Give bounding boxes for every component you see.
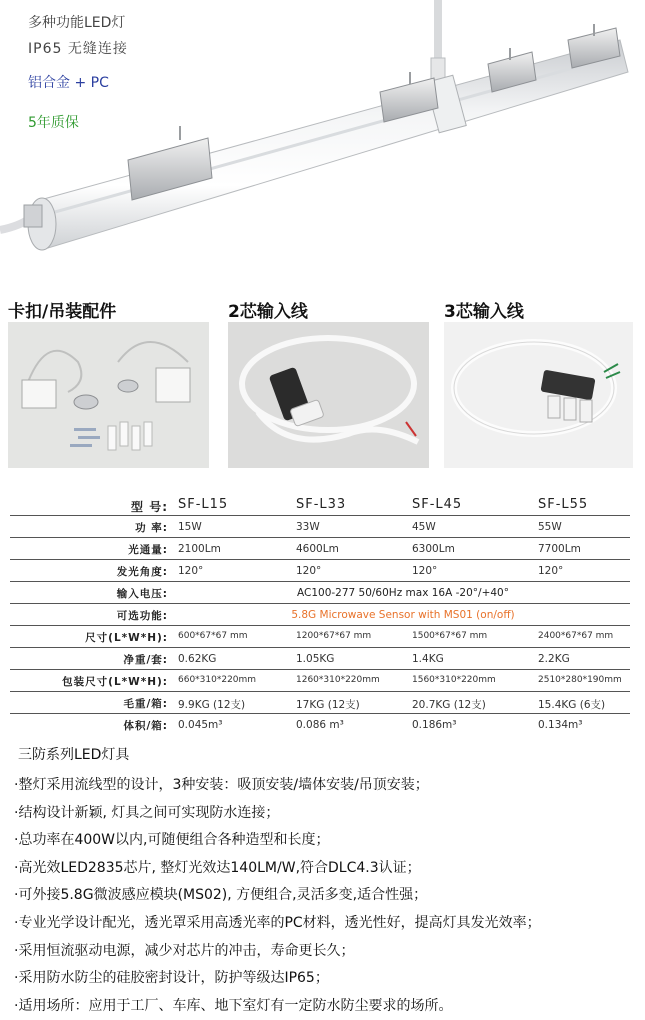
accessory-image-clips xyxy=(8,322,209,468)
spec-label: 光通量: xyxy=(128,544,168,556)
spec-row xyxy=(10,626,630,647)
accessory-image-2core-cable xyxy=(228,322,429,468)
hero-banner xyxy=(0,0,645,285)
spec-cell: 1560*310*220mm xyxy=(412,675,496,685)
spec-cell: 17KG (12支) xyxy=(296,699,360,711)
spec-row xyxy=(10,670,630,691)
accessory-title-clips: 卡扣/吊装配件 xyxy=(8,302,117,322)
spec-model: SF-L45 xyxy=(412,497,463,512)
accessory-title-2core-cable: 2芯输入线 xyxy=(228,302,308,322)
spec-cell: 660*310*220mm xyxy=(178,675,257,685)
spec-cell: 1.05KG xyxy=(296,653,335,665)
spec-cell: 9.9KG (12支) xyxy=(178,699,246,711)
spec-cell: 55W xyxy=(538,521,562,533)
spec-cell: 0.045m³ xyxy=(178,719,223,731)
spec-label: 型 号: xyxy=(131,500,168,514)
feature-item: ·整灯采用流线型的设计，3种安装：吸顶安装/墙体安装/吊顶安装； xyxy=(14,777,429,793)
spec-row xyxy=(10,582,630,603)
feature-item: ·总功率在400W以内,可随便组合各种造型和长度； xyxy=(14,832,330,849)
spec-label: 输入电压: xyxy=(116,588,168,600)
spec-label: 毛重/箱: xyxy=(123,698,168,710)
spec-row xyxy=(10,714,630,735)
spec-cell: 600*67*67 mm xyxy=(178,631,248,641)
spec-cell: 4600Lm xyxy=(296,543,339,555)
spec-row xyxy=(10,604,630,625)
hero-material: 铝合金 + PC xyxy=(28,75,109,91)
spec-cell: 2510*280*190mm xyxy=(538,675,622,685)
spec-cell: 15.4KG (6支) xyxy=(538,699,606,711)
hero-title-line2: IP65 无缝连接 xyxy=(28,41,128,57)
spec-cell: 2.2KG xyxy=(538,653,570,665)
feature-item: ·专业光学设计配光，透光罩采用高透光率的PC材料，透光性好，提高灯具发光效率； xyxy=(14,914,541,931)
spec-cell: 6300Lm xyxy=(412,543,455,555)
spec-cell: 1260*310*220mm xyxy=(296,675,380,685)
feature-item: ·采用恒流驱动电源，减少对芯片的冲击，寿命更长久； xyxy=(14,942,355,959)
spec-cell: 1500*67*67 mm xyxy=(412,631,488,641)
spec-cell: 1.4KG xyxy=(412,653,444,665)
spec-label: 发光角度: xyxy=(116,566,168,578)
spec-cell: 45W xyxy=(412,521,436,533)
spec-cell-span: AC100-277 50/60Hz max 16A -20°/+40° xyxy=(297,587,509,599)
spec-cell-span: 5.8G Microwave Sensor with MS01 (on/off) xyxy=(291,609,515,621)
spec-label: 包装尺寸(L*W*H): xyxy=(62,676,168,688)
accessory-image-3core-cable xyxy=(444,322,633,468)
spec-cell: 33W xyxy=(296,521,320,533)
spec-cell: 120° xyxy=(178,565,204,577)
feature-item: ·适用场所：应用于工厂、车库、地下室灯有一定防水防尘要求的场所。 xyxy=(14,997,453,1014)
spec-row xyxy=(10,538,630,559)
spec-model: SF-L15 xyxy=(178,497,229,512)
spec-cell: 0.134m³ xyxy=(538,719,583,731)
spec-row xyxy=(10,648,630,669)
spec-cell: 0.62KG xyxy=(178,653,217,665)
spec-cell: 0.086 m³ xyxy=(296,719,344,731)
feature-list xyxy=(14,744,634,1020)
spec-cell: 15W xyxy=(178,521,202,533)
spec-row xyxy=(10,516,630,537)
feature-item: ·可外接5.8G微波感应模块(MS02), 方便组合,灵活多变,适合性强； xyxy=(14,887,428,904)
spec-label: 功 率: xyxy=(135,522,168,534)
spec-row xyxy=(10,560,630,581)
spec-label: 体积/箱: xyxy=(123,720,168,732)
spec-cell: 2400*67*67 mm xyxy=(538,631,614,641)
hero-warranty: 5年质保 xyxy=(28,115,79,131)
feature-item: ·高光效LED2835芯片, 整灯光效达140LM/W,符合DLC4.3认证； xyxy=(14,859,421,876)
hero-title-line1: 多种功能LED灯 xyxy=(28,15,126,31)
feature-item: ·结构设计新颖, 灯具之间可实现防水连接； xyxy=(14,804,280,821)
spec-label: 净重/套: xyxy=(123,654,168,666)
spec-cell: 120° xyxy=(538,565,564,577)
spec-model: SF-L55 xyxy=(538,497,589,512)
spec-cell: 2100Lm xyxy=(178,543,221,555)
accessory-title-3core-cable: 3芯输入线 xyxy=(444,302,524,322)
spec-cell: 120° xyxy=(296,565,322,577)
feature-list-title: 三防系列LED灯具 xyxy=(18,747,130,763)
spec-row xyxy=(10,692,630,713)
spec-cell: 7700Lm xyxy=(538,543,581,555)
spec-model: SF-L33 xyxy=(296,497,347,512)
spec-label: 尺寸(L*W*H): xyxy=(85,632,168,644)
spec-table xyxy=(10,493,630,732)
spec-cell: 120° xyxy=(412,565,438,577)
spec-cell: 1200*67*67 mm xyxy=(296,631,372,641)
spec-row-models xyxy=(10,495,630,516)
spec-label: 可选功能: xyxy=(116,610,168,622)
spec-cell: 20.7KG (12支) xyxy=(412,699,486,711)
spec-cell: 0.186m³ xyxy=(412,719,457,731)
feature-item: ·采用防水防尘的硅胶密封设计，防护等级达IP65； xyxy=(14,970,329,987)
